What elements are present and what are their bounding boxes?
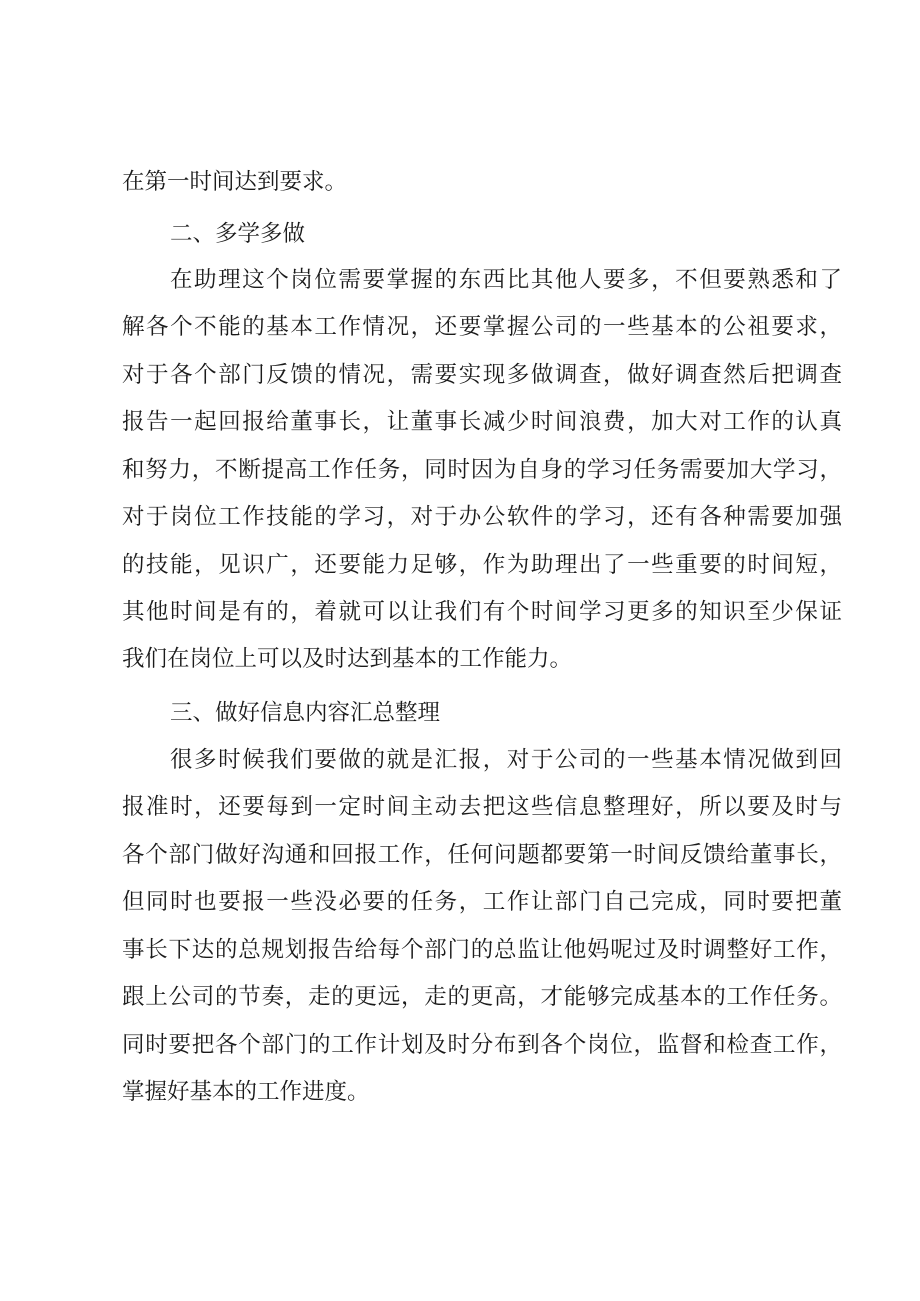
paragraph-line: 在助理这个岗位需要掌握的东西比其他人要多，不但要熟悉和了 bbox=[170, 267, 842, 293]
paragraph-line: 对于各个部门反馈的情况，需要实现多做调查，做好调查然后把调查 bbox=[122, 362, 842, 388]
paragraph-line: 其他时间是有的，着就可以让我们有个时间学习更多的知识至少保证 bbox=[122, 599, 842, 625]
paragraph-line: 跟上公司的节奏，走的更远，走的更高，才能够完成基本的工作任务。 bbox=[122, 984, 842, 1010]
paragraph-line: 和努力，不断提高工作任务，同时因为自身的学习任务需要加大学习， bbox=[122, 457, 842, 483]
paragraph-line: 事长下达的总规划报告给每个部门的总监让他妈呢过及时调整好工作， bbox=[122, 937, 842, 963]
paragraph-line: 报告一起回报给董事长，让董事长减少时间浪费，加大对工作的认真 bbox=[122, 409, 842, 435]
paragraph-line: 很多时候我们要做的就是汇报，对于公司的一些基本情况做到回 bbox=[170, 747, 842, 773]
section-heading: 三、做好信息内容汇总整理 bbox=[170, 700, 441, 726]
section-heading: 二、多学多做 bbox=[170, 221, 306, 247]
paragraph-line: 在第一时间达到要求。 bbox=[122, 169, 348, 195]
paragraph-line: 掌握好基本的工作进度。 bbox=[122, 1079, 370, 1105]
paragraph-line: 同时要把各个部门的工作计划及时分布到各个岗位，监督和检查工作， bbox=[122, 1032, 842, 1058]
paragraph-line: 解各个不能的基本工作情况，还要掌握公司的一些基本的公祖要求， bbox=[122, 314, 842, 340]
paragraph-line: 各个部门做好沟通和回报工作，任何问题都要第一时间反馈给董事长， bbox=[122, 842, 842, 868]
paragraph-line: 的技能，见识广，还要能力足够，作为助理出了一些重要的时间短， bbox=[122, 552, 842, 578]
paragraph-line: 对于岗位工作技能的学习，对于办公软件的学习，还有各种需要加强 bbox=[122, 504, 842, 530]
paragraph-line: 我们在岗位上可以及时达到基本的工作能力。 bbox=[122, 646, 573, 672]
paragraph-line: 但同时也要报一些没必要的任务，工作让部门自己完成，同时要把董 bbox=[122, 889, 842, 915]
paragraph-line: 报准时，还要每到一定时间主动去把这些信息整理好，所以要及时与 bbox=[122, 794, 842, 820]
